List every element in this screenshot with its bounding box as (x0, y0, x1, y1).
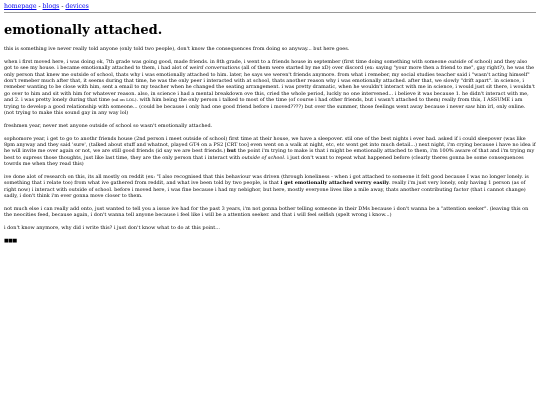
nav-separator: - (36, 3, 43, 10)
paragraph-research: ive done alot of research on this, its all mostly on reddit (ex: "I also recognised that this behaviour was driven (through loneliness - when i got attached to someone it felt good because I was no longer lonely. is something that i relate too) from what ive gathered from reddit, and what ive been told by two people, is that i get emotionally attached verrry easily. really i'm just very lonely, only having 1 person (as of right now) i interact with outside of school. before i moved here, i was fine because i had my nebighor, but here, mostly everyone lives like a mile away, thats another contributing factor (that i cannot change) sadly, i don't think i'm ever gonna move closer to them. (4, 174, 529, 200)
paragraph-eighth-grade: when i first moved here, i was doing ok, 7th grade was going good, made friends. in 8th grade, i went to a friends house in september (first time doing something with someone outside of school) and they also got to see my house. i became emotionally attached to them, i had alot of weird conversations (all of them were started by me xD) over discord (ex: saying "your more then a friend to me", gay right?), he was the only person that knew me outside of school, thats why i was emotionally attached to him. later, he says we weren't friends anymore. from what i remeber, my social studies teacher said i "wasn't acting himself" don't remeber much after that, it seems during that time, he was the only peer i interacted with at school, thats another reason why i was emotionally attached. after that, we slowly "drift apart". in science, i remeber wanting to be close with him, sent a email to my teacher when he changed the seating arrangement. i was pretty dramatic, when he wouldn't interact with me in science, i would just sit there, i wouldn't go over to him and sit with him for whatever reason. also, in science i had a mental breakdown ove this, cried the whole period, luckly no one intervened... i believe it was because 1. he didn't interact with me, and 2. i was pretty lonely during that time (nil on LOL). with him being the only person i talked to most of the time (of course i had other friends, but i wasn't attached to them) really from this, I ASSUME i am trying to develop a good relationship with someone... (could be because i only had one good friend before i moved????) but over the summer, those feelings went away because i never saw him irl, only online. (not trying to make this sound gay in any way lol) (4, 58, 535, 117)
paragraph-sophomore-year: sophomore year, i get to go to anothr friends house (2nd person i meet outside of school) first time at their house, we have a sleepover. stil one of the best nights i ever had. asked if i could sleepover (was like 8pm anyway and they said 'sure', (talked about stuff and whatnot, played GT4 on a PS2 [CRT too] even went on a walk at night, etc, etc wont get into much detail...) next night, i'm crying because i have no idea if he will invite me over again or not, we are still good friends (id say we are best friends.) but the point i'm trying to make is that i might be emotionally attached to them, i'm 100% aware of that and i'm trying my best to supress those thoughts, just like last time, they are the only person that i interact with outside of school. i just don't want to repeat what happened before (clearly theres gonna be some consequences towrds me when they read this) (4, 135, 536, 168)
nav-link-devices[interactable]: devices (65, 3, 89, 10)
emphasis-but: but (226, 148, 237, 155)
top-nav (4, 3, 536, 11)
emphasis-attached-easily: i get emotionally attached verrry easily (280, 180, 389, 187)
emphasis-outside-of-school: outside of school (241, 154, 284, 161)
paragraph-intro: this is something ive never really told anyone (only told two people), don't know the consequences from doing so anyway... but here goes. (4, 46, 350, 52)
nav-separator: - (59, 3, 66, 10)
emphasis-outside: outside (448, 58, 467, 65)
paragraph-final: i don't know anymore, why did i write this? i just don't know what to do at this point... (4, 225, 220, 232)
small-note: (nil on LOL) (111, 97, 137, 103)
nav-link-blogs[interactable]: blogs (42, 3, 60, 10)
paragraph-closing: not much else i can really add onto, just wanted to tell you a issue ive had for the past 3 years, i'm not gonna bother telling someone in their DMs because i don't wanna be a "attention seeker". (leaving this on the neocities feed, because again, i don't wanna tell anyone because i feel like i will be a attention seeker. and that i will feel selfish (spelt wrong i know...) (4, 206, 529, 219)
emphasis-weird-conversations: weird conversations (189, 65, 240, 72)
paragraph-freshmen-year: freshmen year, never met anyone outside of school so wasn't emotionally attached. (4, 122, 213, 129)
end-mark: ■■■ (4, 238, 17, 245)
nav-divider (4, 12, 536, 13)
nav-link-homepage[interactable]: homepage (4, 3, 37, 10)
page-title: emotionally attached. (4, 23, 163, 38)
